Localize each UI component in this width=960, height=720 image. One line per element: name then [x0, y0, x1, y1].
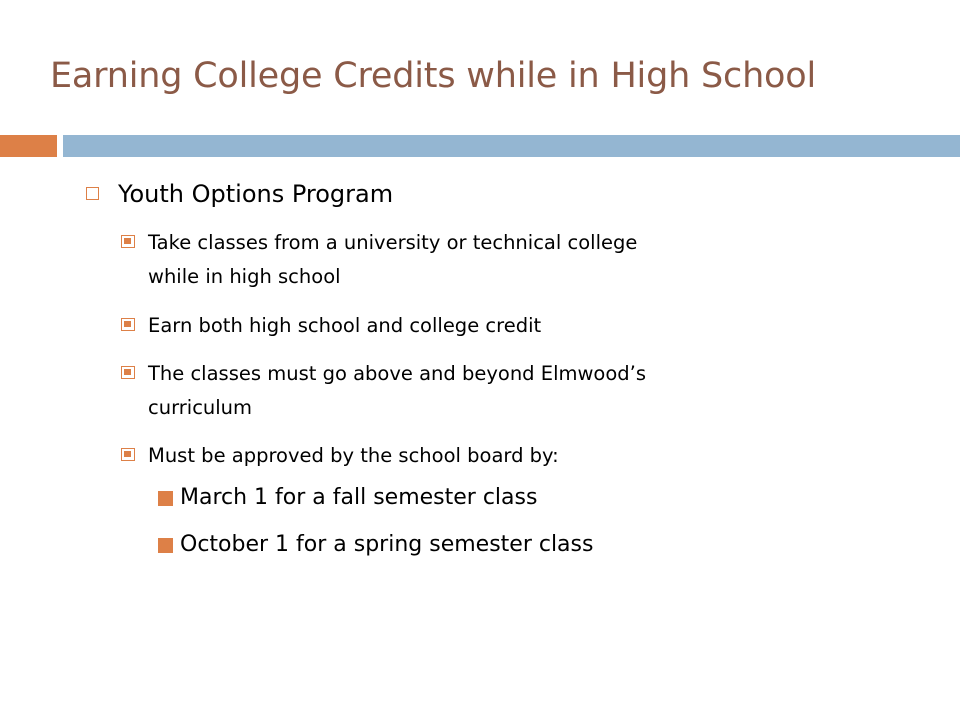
slide-title: Earning College Credits while in High School — [50, 56, 817, 96]
square-bullet-icon — [121, 235, 135, 248]
level1-item-youth-options: Youth Options Program — [118, 180, 394, 208]
level2-item-earn-credit: Earn both high school and college credit — [148, 314, 542, 337]
level3-item-march: March 1 for a fall semester class — [180, 485, 538, 510]
square-bullet-icon — [121, 318, 135, 331]
solid-square-bullet-icon — [158, 491, 173, 506]
solid-square-bullet-icon — [158, 538, 173, 553]
level2-item-take-classes-line2: while in high school — [148, 265, 341, 288]
level2-item-above-beyond-line1: The classes must go above and beyond Elmwood’s — [148, 362, 647, 385]
square-bullet-icon — [121, 366, 135, 379]
level3-item-october: October 1 for a spring semester class — [180, 532, 594, 557]
hollow-square-bullet-icon — [86, 187, 99, 200]
square-bullet-icon — [121, 448, 135, 461]
level2-item-above-beyond-line2: curriculum — [148, 396, 253, 419]
level2-item-approval: Must be approved by the school board by: — [148, 444, 559, 467]
level2-item-take-classes-line1: Take classes from a university or technical college — [148, 231, 638, 254]
